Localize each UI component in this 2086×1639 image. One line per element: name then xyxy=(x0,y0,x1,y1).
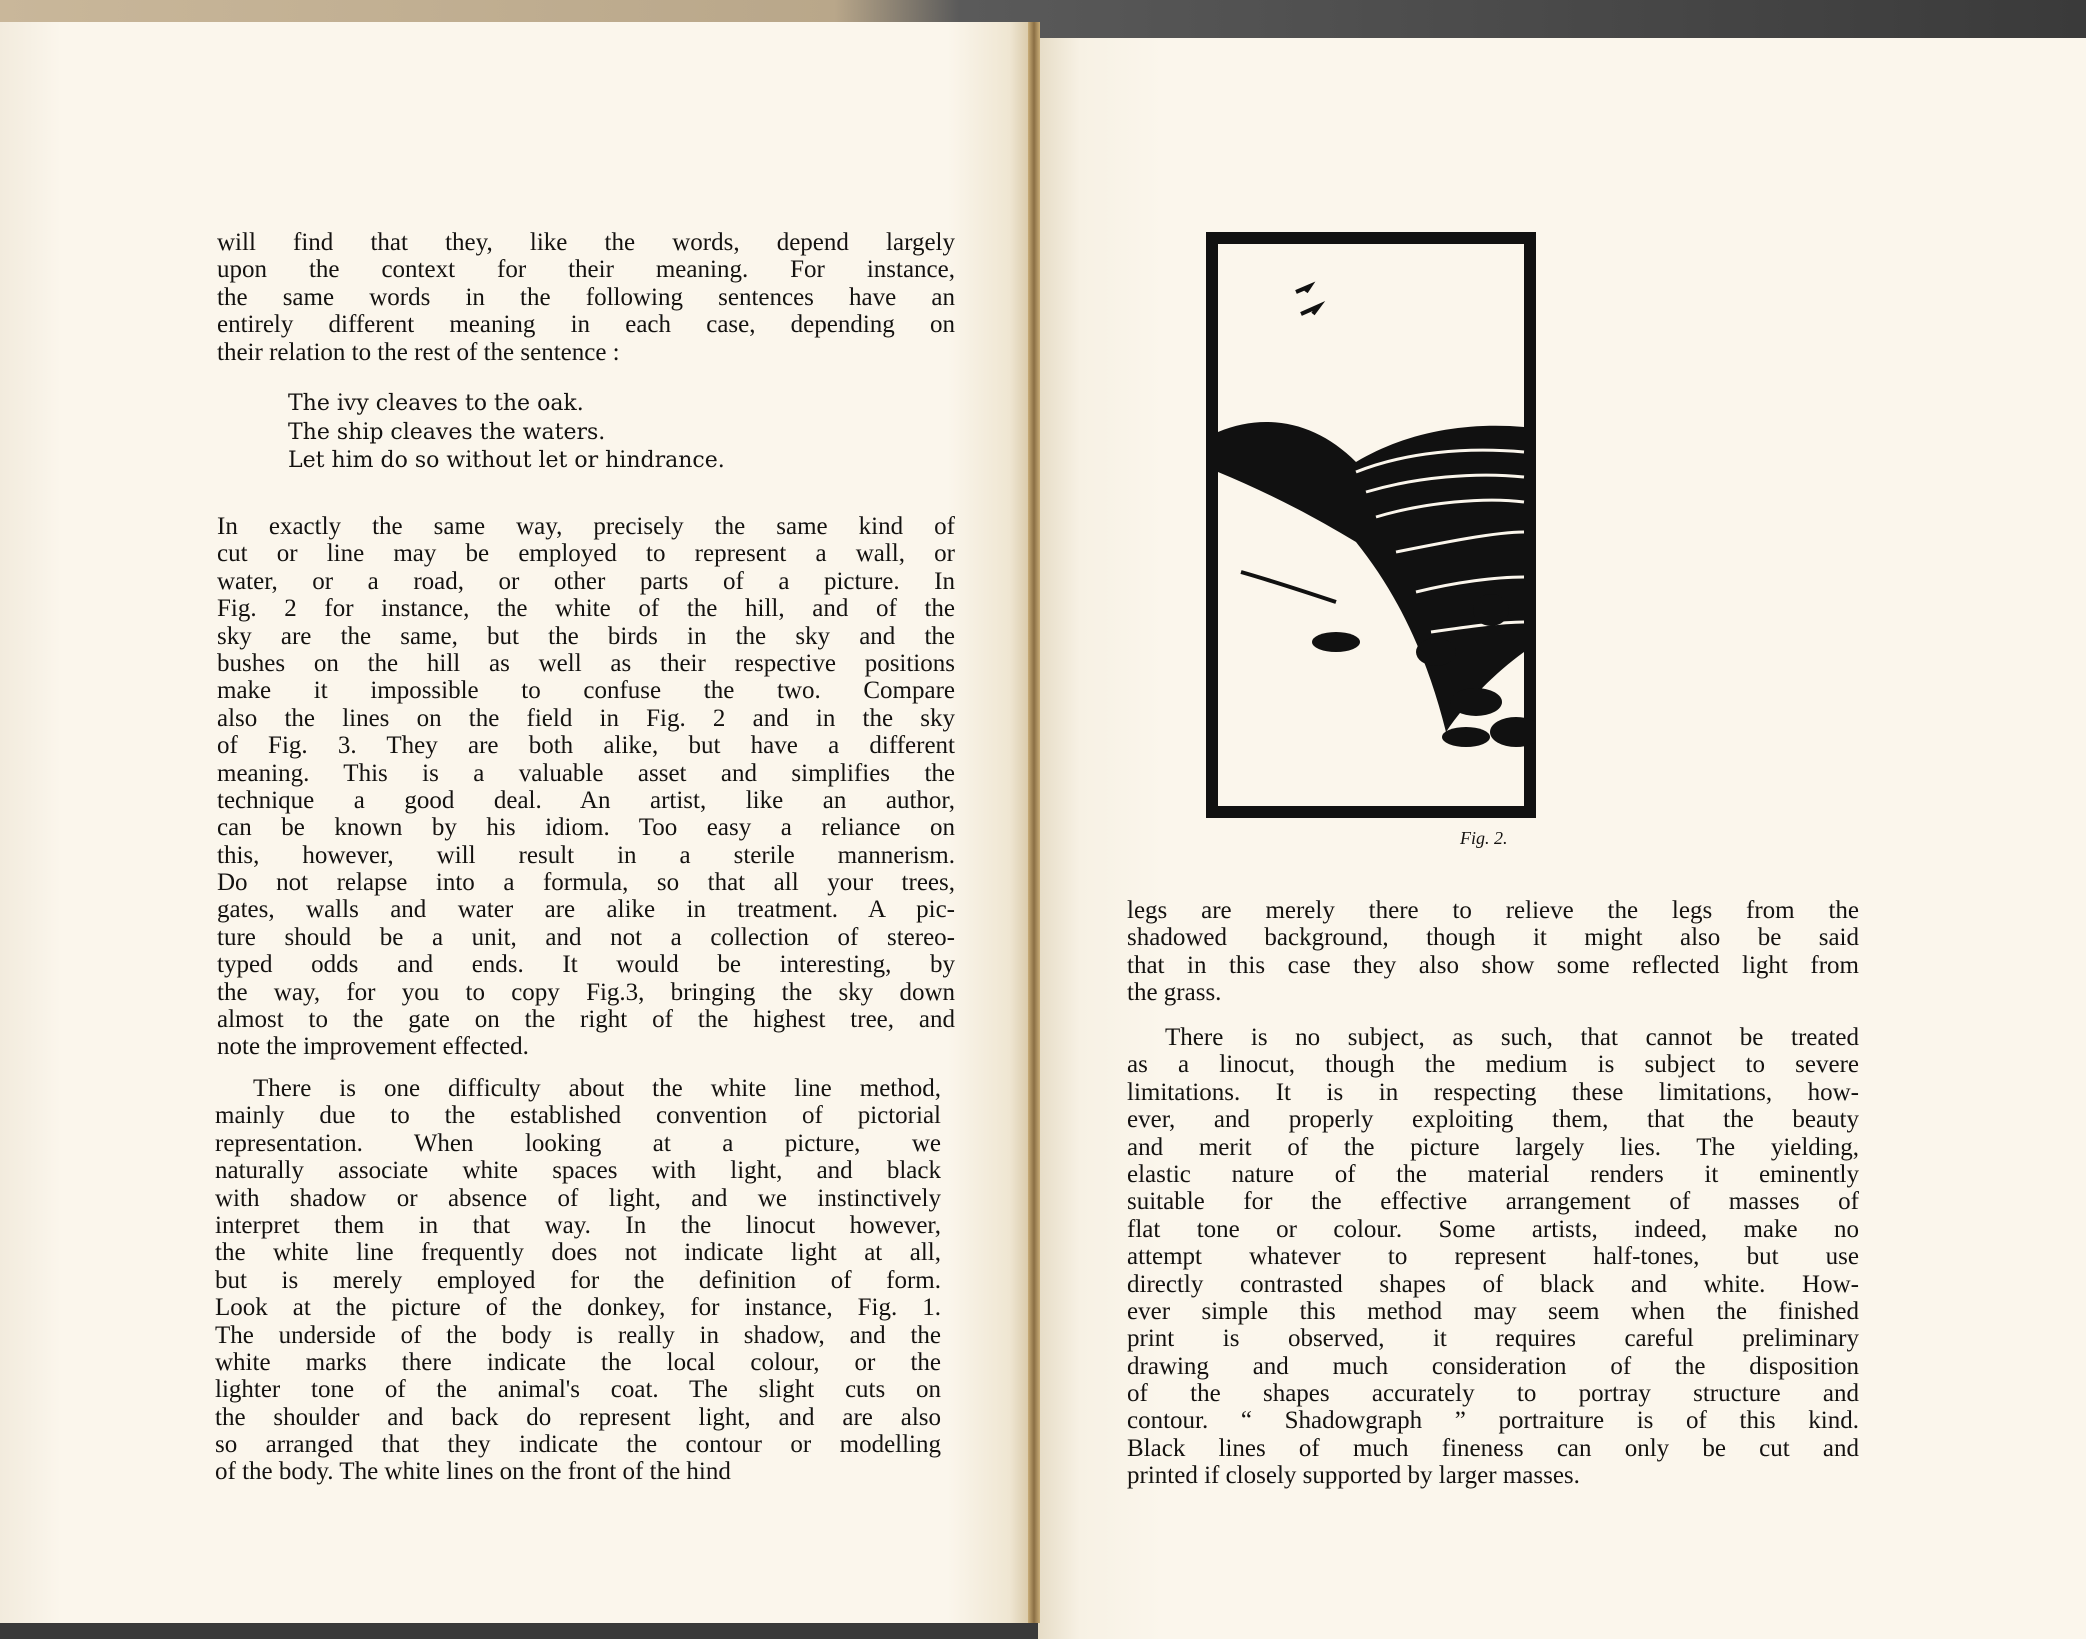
text-line: interpret them in that way. In the linocut however, xyxy=(215,1211,941,1239)
text-line: representation. When looking at a picture, we xyxy=(215,1129,941,1157)
figure-2-linocut xyxy=(1206,232,1536,818)
text-line: will find that they, like the words, depend largely xyxy=(217,229,955,256)
text-line: can be known by his idiom. Too easy a reliance on xyxy=(217,814,955,842)
text-line: with shadow or absence of light, and we instinctively xyxy=(215,1184,941,1212)
left-paragraph-2 xyxy=(217,513,955,1061)
right-paragraph-1 xyxy=(1127,897,1859,1007)
text-line: In exactly the same way, precisely the same kind of xyxy=(217,513,955,540)
text-line: the shoulder and back do represent light, and are also xyxy=(215,1403,941,1431)
text-line: ever, and properly exploiting them, that the beauty xyxy=(1127,1106,1859,1134)
text-line: Fig. 2 for instance, the white of the hill, and of the xyxy=(217,595,955,623)
text-line: Let him do so without let or hindrance. xyxy=(288,448,725,473)
text-line: meaning. This is a valuable asset and simplifies the xyxy=(217,759,955,787)
text-line: upon the context for their meaning. For instance, xyxy=(217,256,955,284)
text-line: typed odds and ends. It would be interesting, by xyxy=(217,951,955,979)
text-line: technique a good deal. An artist, like an author, xyxy=(217,786,955,814)
text-line: The underside of the body is really in shadow, and the xyxy=(215,1321,941,1349)
text-line: sky are the same, but the birds in the sky and the xyxy=(217,622,955,650)
text-line: their relation to the rest of the sentence : xyxy=(217,338,620,366)
text-line: of the body. The white lines on the front of the hind xyxy=(215,1458,731,1486)
text-line: bushes on the hill as well as their respective positions xyxy=(217,649,955,677)
text-line: and merit of the picture largely lies. The yielding, xyxy=(1127,1133,1859,1161)
text-line: almost to the gate on the right of the highest tree, and xyxy=(217,1006,955,1034)
text-line: Black lines of much fineness can only be cut and xyxy=(1127,1434,1859,1462)
text-line: The ship cleaves the waters. xyxy=(288,419,606,445)
text-line: so arranged that they indicate the contour or modelling xyxy=(215,1431,941,1459)
text-line: flat tone or colour. Some artists, indeed, make no xyxy=(1127,1215,1859,1243)
text-line: contour. “ Shadowgraph ” portraiture is of this kind. xyxy=(1127,1407,1859,1435)
book-spine xyxy=(1028,22,1040,1623)
text-line: the grass. xyxy=(1127,979,1222,1007)
text-line: as a linocut, though the medium is subject to severe xyxy=(1127,1051,1859,1079)
text-line: white marks there indicate the local colour, or the xyxy=(215,1348,941,1376)
text-line: the white line frequently does not indicate light at all, xyxy=(215,1239,941,1267)
text-line: of Fig. 3. They are both alike, but have a different xyxy=(217,732,955,760)
text-line: The ivy cleaves to the oak. xyxy=(288,391,584,416)
text-line: of the shapes accurately to portray structure and xyxy=(1127,1380,1859,1408)
text-line: cut or line may be employed to represent a wall, or xyxy=(217,540,955,568)
text-line: elastic nature of the material renders it eminently xyxy=(1127,1160,1859,1188)
text-line: but is merely employed for the definition of form. xyxy=(215,1266,941,1294)
text-line: naturally associate white spaces with light, and black xyxy=(215,1157,941,1185)
text-line: print is observed, it requires careful preliminary xyxy=(1127,1325,1859,1353)
text-line: ture should be a unit, and not a collection of stereo- xyxy=(217,923,955,951)
text-line: also the lines on the field in Fig. 2 and in the sky xyxy=(217,704,955,732)
text-line: There is one difficulty about the white line method, xyxy=(253,1075,941,1102)
text-line: note the improvement effected. xyxy=(217,1033,529,1061)
text-line: entirely different meaning in each case, depending on xyxy=(217,311,955,339)
text-line: gates, walls and water are alike in treatment. A pic- xyxy=(217,896,955,924)
text-line: drawing and much consideration of the disposition xyxy=(1127,1352,1859,1380)
text-line: the way, for you to copy Fig.3, bringing the sky down xyxy=(217,978,955,1006)
text-line: There is no subject, as such, that cannot be treated xyxy=(1165,1024,1859,1051)
text-line: this, however, will result in a sterile mannerism. xyxy=(217,841,955,869)
text-line: legs are merely there to relieve the legs from the xyxy=(1127,897,1859,924)
left-paragraph-1 xyxy=(217,229,955,366)
quoted-sentences xyxy=(288,390,725,476)
text-line: attempt whatever to represent half-tones, but use xyxy=(1127,1243,1859,1271)
text-line: lighter tone of the animal's coat. The slight cuts on xyxy=(215,1376,941,1404)
text-line: suitable for the effective arrangement of masses of xyxy=(1127,1188,1859,1216)
text-line: make it impossible to confuse the two. Compare xyxy=(217,677,955,705)
text-line: printed if closely supported by larger masses. xyxy=(1127,1462,1580,1490)
text-line: Look at the picture of the donkey, for instance, Fig. 1. xyxy=(215,1294,941,1322)
right-paragraph-2 xyxy=(1127,1024,1859,1490)
text-line: directly contrasted shapes of black and white. How- xyxy=(1127,1270,1859,1298)
text-line: ever simple this method may seem when the finished xyxy=(1127,1297,1859,1325)
text-line: limitations. It is in respecting these limitations, how- xyxy=(1127,1078,1859,1106)
text-line: mainly due to the established convention of pictorial xyxy=(215,1102,941,1130)
text-line: Do not relapse into a formula, so that all your trees, xyxy=(217,869,955,897)
text-line: that in this case they also show some reflected light from xyxy=(1127,951,1859,979)
figure-caption: Fig. 2. xyxy=(1460,828,1508,848)
left-paragraph-3 xyxy=(215,1075,941,1486)
text-line: water, or a road, or other parts of a picture. In xyxy=(217,567,955,595)
text-line: shadowed background, though it might also be said xyxy=(1127,924,1859,952)
text-line: the same words in the following sentences have an xyxy=(217,283,955,311)
